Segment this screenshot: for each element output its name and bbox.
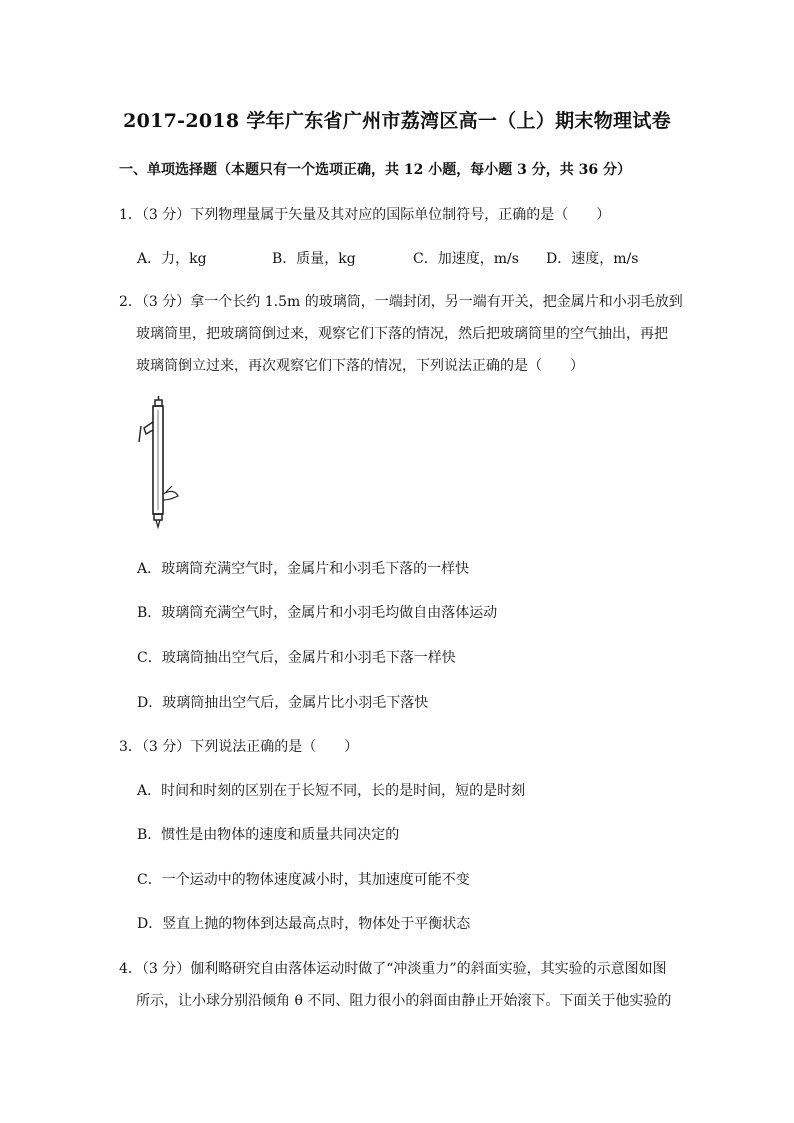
stopcock-lever: [139, 426, 141, 442]
question-2-stem-line-3: 玻璃筒倒立过来，再次观察它们下落的情况，下列说法正确的是（ ）: [136, 358, 584, 374]
question-4-stem-line-1: 4．（3 分）伽利略研究自由落体运动时做了“冲淡重力”的斜面实验，其实验的示意图如图: [119, 961, 667, 977]
question-4-stem-line-2: 所示，让小球分别沿倾角 θ 不同、阻力很小的斜面由静止开始滚下。下面关于他实验的: [136, 993, 672, 1009]
question-1-option-c: C．加速度，m/s: [413, 251, 519, 267]
feather-shape: [163, 491, 178, 500]
question-2-stem-line-1: 2．（3 分）拿一个长约 1.5m 的玻璃筒，一端封闭，另一端有开关，把金属片和小羽毛放到: [119, 294, 683, 310]
question-1-option-d: D．速度，m/s: [546, 251, 639, 267]
tube-bottom-cap: [154, 514, 162, 520]
question-1-option-b: B．质量，kg: [272, 251, 356, 267]
question-3-option-d: D．竖直上抛的物体到达最高点时，物体处于平衡状态: [137, 916, 471, 932]
section-heading: 一、单项选择题（本题只有一个选项正确，共 12 小题，每小题 3 分，共 36 分）: [119, 162, 631, 178]
page-title: 2017-2018 学年广东省广州市荔湾区高一（上）期末物理试卷: [123, 110, 671, 132]
question-1-options: [137, 248, 677, 268]
question-2-option-d: D．玻璃筒抽出空气后，金属片比小羽毛下落快: [137, 695, 429, 711]
tube-top-cap: [155, 400, 162, 406]
question-2-option-b: B．玻璃筒充满空气时，金属片和小羽毛均做自由落体运动: [137, 605, 498, 621]
question-3-stem: 3．（3 分）下列说法正确的是（ ）: [119, 739, 359, 755]
question-1-option-a: A．力，kg: [137, 251, 207, 267]
question-2-option-a: A．玻璃筒充满空气时，金属片和小羽毛下落的一样快: [137, 561, 470, 577]
tube-bottom-valve: [156, 520, 160, 527]
stopcock-handle: [144, 422, 153, 434]
question-2-stem-line-2: 玻璃筒里，把玻璃筒倒过来，观察它们下落的情况，然后把玻璃筒里的空气抽出，再把: [136, 326, 668, 342]
question-3-option-b: B．惯性是由物体的速度和质量共同决定的: [137, 827, 400, 843]
question-3-option-a: A．时间和时刻的区别在于长短不同，长的是时间，短的是时刻: [137, 783, 526, 799]
glass-tube-figure: [136, 396, 186, 531]
question-1-stem: 1．（3 分）下列物理量属于矢量及其对应的国际单位制符号，正确的是（ ）: [119, 207, 611, 223]
question-3-option-c: C．一个运动中的物体速度减小时，其加速度可能不变: [137, 872, 470, 888]
question-2-option-c: C．玻璃筒抽出空气后，金属片和小羽毛下落一样快: [137, 650, 456, 666]
